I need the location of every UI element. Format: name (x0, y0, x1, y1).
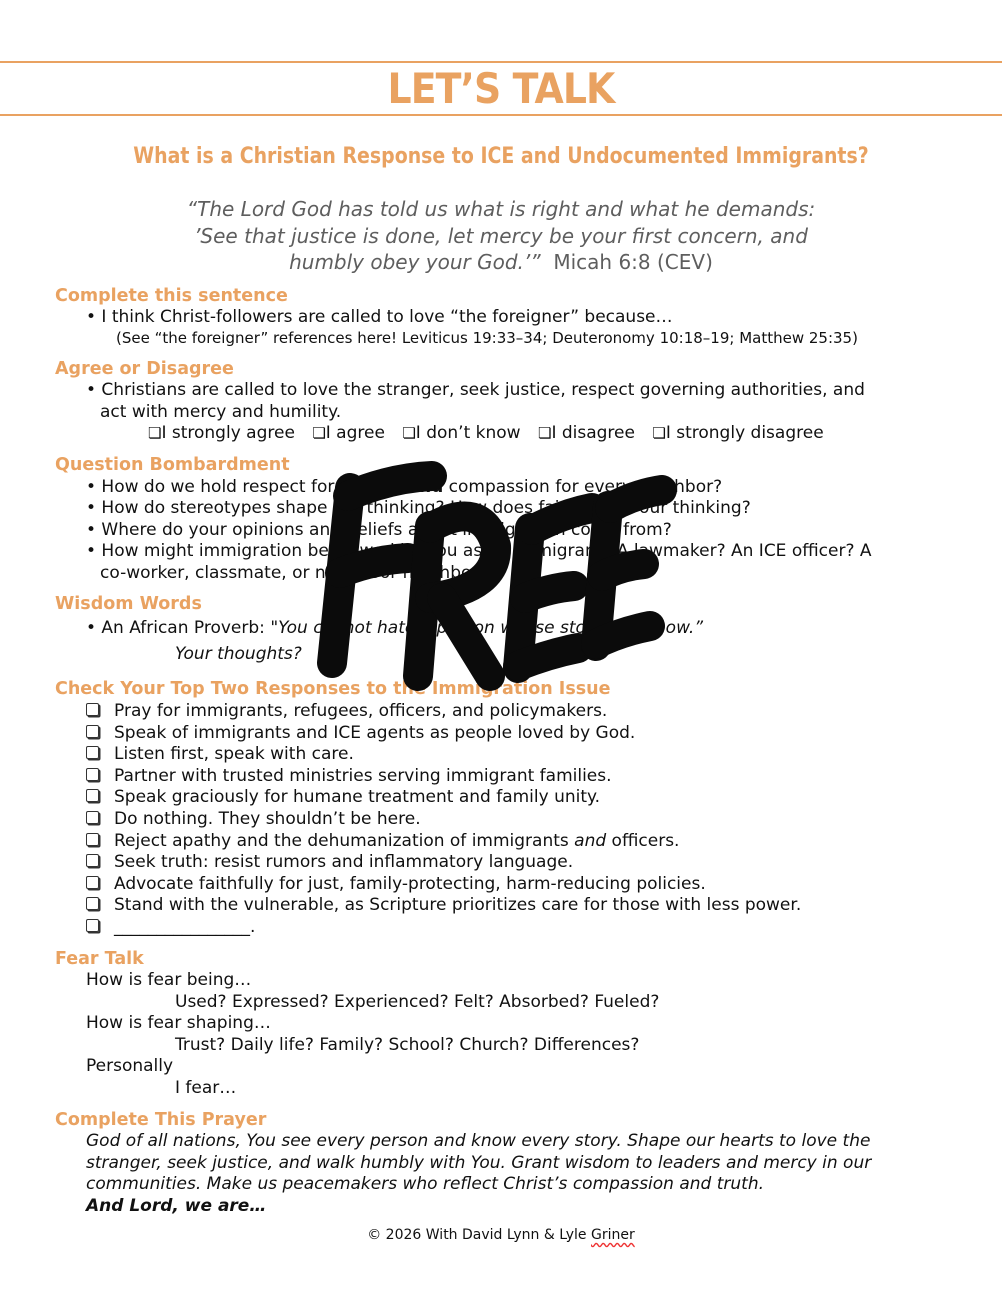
option-disagree[interactable]: ❏I disagree (537, 423, 635, 443)
fear-line: Personally (86, 1056, 174, 1076)
quote-line-3: humbly obey your God.’” (289, 250, 541, 274)
quote-reference: Micah 6:8 (CEV) (553, 250, 713, 274)
title-rule (0, 114, 1002, 116)
wisdom-proverb: • An African Proverb: "You cannot hate a person whose story you know.” (86, 618, 704, 638)
checkbox-icon: ❏ (537, 424, 552, 442)
top-rule (0, 61, 1002, 63)
checkbox-icon (86, 854, 99, 867)
quote-line-2: ’See that justice is done, let mercy be your first concern, and (194, 223, 808, 248)
checkbox-icon: ❏ (652, 424, 666, 442)
response-item[interactable]: Partner with trusted ministries serving immigrant families. (86, 766, 612, 786)
option-agree[interactable]: ❏I agree (312, 423, 385, 443)
section-prayer: Complete This Prayer (55, 1110, 267, 1130)
page-title: LET’S TALK (387, 64, 615, 113)
checkbox-icon (86, 703, 99, 716)
footer-name: Griner (591, 1227, 635, 1243)
page-subtitle: What is a Christian Response to ICE and Undocumented Immigrants? (133, 144, 869, 169)
checkbox-icon: ❏ (312, 424, 326, 442)
question-4-line-1: • How might immigration be viewed by you as an immigrant? A lawmaker? An ICE officer? A (86, 541, 872, 561)
fear-line: Used? Expressed? Experienced? Felt? Absorbed? Fueled? (175, 992, 660, 1012)
section-top-two: Check Your Top Two Responses to the Immigration Issue (55, 679, 611, 699)
fear-line: How is fear being… (86, 970, 252, 990)
checkbox-icon (86, 897, 99, 910)
section-agree-disagree: Agree or Disagree (55, 359, 234, 379)
fear-line: I fear… (175, 1078, 237, 1098)
prayer-line: stranger, seek justice, and walk humbly with You. Grant wisdom to leaders and mercy in our (86, 1153, 872, 1173)
response-item[interactable]: Seek truth: resist rumors and inflammatory language. (86, 852, 573, 872)
question-1: • How do we hold respect for the law and compassion for every neighbor? (86, 477, 723, 497)
option-strongly-disagree[interactable]: ❏I strongly disagree (652, 423, 824, 443)
checkbox-icon (86, 768, 99, 781)
response-item[interactable]: Speak of immigrants and ICE agents as people loved by God. (86, 723, 635, 743)
footer-credit: © 2026 With David Lynn & Lyle Griner (367, 1227, 635, 1243)
response-item[interactable]: Advocate faithfully for just, family-protecting, harm-reducing policies. (86, 874, 706, 894)
agree-statement-line-1: • Christians are called to love the stranger, seek justice, respect governing authorities, and (86, 380, 865, 400)
wisdom-thoughts: Your thoughts? (175, 644, 302, 664)
question-3: • Where do your opinions and beliefs about immigration come from? (86, 520, 672, 540)
checkbox-icon (86, 789, 99, 802)
response-item[interactable]: Stand with the vulnerable, as Scripture prioritizes care for those with less power. (86, 895, 801, 915)
quote-line-1: “The Lord God has told us what is right and what he demands: (186, 197, 816, 221)
response-item[interactable]: Reject apathy and the dehumanization of immigrants and officers. (86, 831, 679, 851)
question-2: • How do stereotypes shape our thinking? How does faith shape our thinking? (86, 498, 751, 518)
response-item[interactable]: Listen first, speak with care. (86, 744, 354, 764)
section-fear-talk: Fear Talk (55, 949, 144, 969)
prayer-line: God of all nations, You see every person and know every story. Shape our hearts to love the (86, 1131, 871, 1151)
checkbox-icon: ❏ (148, 424, 162, 442)
checkbox-icon (86, 876, 99, 889)
checkbox-icon (86, 833, 99, 846)
agree-statement-line-2: act with mercy and humility. (100, 402, 342, 422)
sentence-bullet: • I think Christ-followers are called to love “the foreigner” because… (86, 307, 673, 327)
response-item[interactable]: Pray for immigrants, refugees, officers, and policymakers. (86, 701, 607, 721)
response-item[interactable]: Speak graciously for humane treatment and family unity. (86, 787, 600, 807)
fear-line: Trust? Daily life? Family? School? Church? Differences? (175, 1035, 640, 1055)
prayer-line: communities. Make us peacemakers who reflect Christ’s compassion and truth. (86, 1174, 765, 1194)
response-item[interactable]: Do nothing. They shouldn’t be here. (86, 809, 421, 829)
free-watermark (310, 448, 680, 718)
checkbox-icon (86, 811, 99, 824)
fear-line: How is fear shaping… (86, 1013, 271, 1033)
agree-options (148, 423, 836, 443)
prayer-closing: And Lord, we are… (86, 1196, 267, 1216)
option-dont-know[interactable]: ❏I don’t know (402, 423, 521, 443)
option-strongly-agree[interactable]: ❏I strongly agree (148, 423, 295, 443)
scripture-quote (0, 196, 1002, 276)
checkbox-icon (86, 746, 99, 759)
section-wisdom-words: Wisdom Words (55, 594, 202, 614)
response-item-blank[interactable]: ________________. (86, 917, 255, 937)
checkbox-icon (86, 919, 99, 932)
question-4-line-2: co-worker, classmate, or next-door neighbor? (100, 563, 488, 583)
section-complete-sentence: Complete this sentence (55, 286, 288, 306)
checkbox-icon: ❏ (402, 424, 416, 442)
section-question-bombardment: Question Bombardment (55, 455, 290, 475)
sentence-note: (See “the foreigner” references here! Leviticus 19:33–34; Deuteronomy 10:18–19; Matthew 25:35) (116, 329, 858, 347)
checkbox-icon (86, 725, 99, 738)
